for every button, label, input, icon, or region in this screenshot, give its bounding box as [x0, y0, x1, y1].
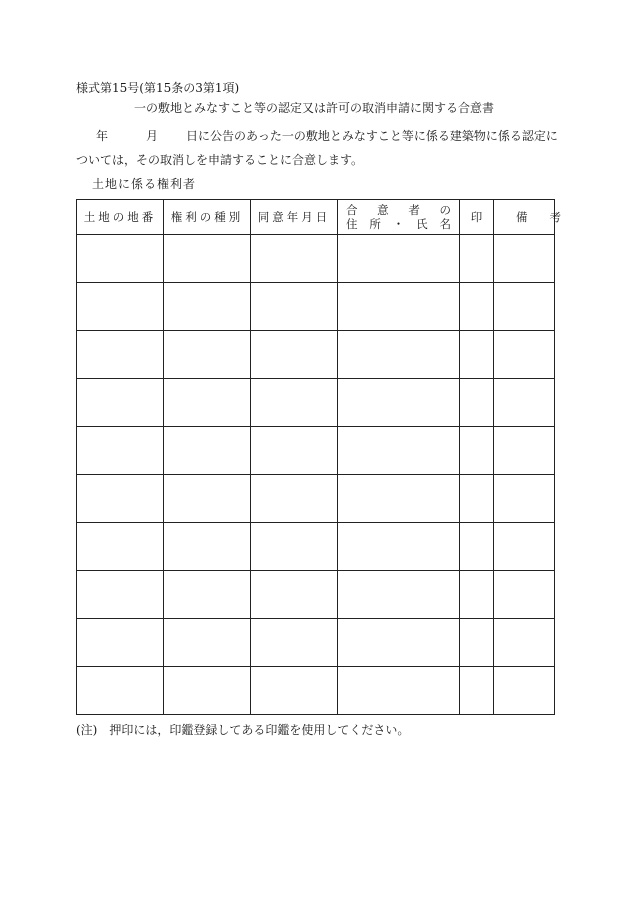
- seal-cell[interactable]: [460, 475, 494, 523]
- lot-number-cell[interactable]: [77, 667, 164, 715]
- consent-date-cell[interactable]: [251, 379, 338, 427]
- remarks-cell[interactable]: [494, 619, 555, 667]
- lot-number-cell[interactable]: [77, 427, 164, 475]
- remarks-cell[interactable]: [494, 523, 555, 571]
- remarks-cell[interactable]: [494, 571, 555, 619]
- lot-number-cell[interactable]: [77, 379, 164, 427]
- consent-date-cell[interactable]: [251, 475, 338, 523]
- lot-number-cell[interactable]: [77, 571, 164, 619]
- table-row: [77, 475, 555, 523]
- seal-cell[interactable]: [460, 523, 494, 571]
- column-header-consenter-line-1: 合 意 者 の: [346, 203, 451, 217]
- remarks-cell[interactable]: [494, 379, 555, 427]
- column-header-lot-number: 土地の地番: [77, 200, 164, 235]
- table-row: [77, 235, 555, 283]
- seal-cell[interactable]: [460, 283, 494, 331]
- column-header-right-type: 権利の種別: [164, 200, 251, 235]
- consenter-address-name-cell[interactable]: [338, 619, 460, 667]
- remarks-cell[interactable]: [494, 331, 555, 379]
- right-type-cell[interactable]: [164, 523, 251, 571]
- lot-number-cell[interactable]: [77, 331, 164, 379]
- table-row: [77, 427, 555, 475]
- column-header-consent-date: 同意年月日: [251, 200, 338, 235]
- year-label: 年: [96, 129, 109, 143]
- consent-date-cell[interactable]: [251, 331, 338, 379]
- remarks-cell[interactable]: [494, 235, 555, 283]
- seal-cell[interactable]: [460, 331, 494, 379]
- column-header-seal: 印: [460, 200, 494, 235]
- consent-statement-line-2: ついては，その取消しを申請することに合意します。: [76, 153, 364, 167]
- seal-cell[interactable]: [460, 667, 494, 715]
- consent-date-cell[interactable]: [251, 619, 338, 667]
- remarks-cell[interactable]: [494, 283, 555, 331]
- footnote: (注) 押印には，印鑑登録してある印鑑を使用してください。: [76, 723, 410, 737]
- document-title: 一の敷地とみなすこと等の認定又は許可の取消申請に関する合意書: [134, 101, 495, 115]
- consent-date-cell[interactable]: [251, 427, 338, 475]
- consent-date-cell[interactable]: [251, 667, 338, 715]
- consenter-address-name-cell[interactable]: [338, 571, 460, 619]
- right-type-cell[interactable]: [164, 379, 251, 427]
- seal-cell[interactable]: [460, 427, 494, 475]
- table-row: [77, 667, 555, 715]
- right-type-cell[interactable]: [164, 283, 251, 331]
- consenter-address-name-cell[interactable]: [338, 427, 460, 475]
- table-row: [77, 283, 555, 331]
- table-row: [77, 523, 555, 571]
- right-type-cell[interactable]: [164, 619, 251, 667]
- table-row: [77, 379, 555, 427]
- table-row: [77, 571, 555, 619]
- seal-cell[interactable]: [460, 571, 494, 619]
- right-type-cell[interactable]: [164, 475, 251, 523]
- table-header-row: [77, 200, 555, 235]
- consenter-address-name-cell[interactable]: [338, 523, 460, 571]
- remarks-cell[interactable]: [494, 475, 555, 523]
- seal-cell[interactable]: [460, 235, 494, 283]
- right-type-cell[interactable]: [164, 667, 251, 715]
- seal-cell[interactable]: [460, 619, 494, 667]
- form-number: 様式第15号(第15条の3第1項): [76, 81, 240, 95]
- remarks-cell[interactable]: [494, 427, 555, 475]
- column-header-consenter-line-2: 住所・氏名: [346, 217, 451, 231]
- consenter-address-name-cell[interactable]: [338, 283, 460, 331]
- table-row: [77, 331, 555, 379]
- right-type-cell[interactable]: [164, 427, 251, 475]
- consenter-address-name-cell[interactable]: [338, 667, 460, 715]
- column-header-remarks: 備考: [494, 200, 555, 235]
- lot-number-cell[interactable]: [77, 523, 164, 571]
- remarks-cell[interactable]: [494, 667, 555, 715]
- statement-text: 日に公告のあった一の敷地とみなすこと等に係る建築物に係る認定に: [186, 129, 558, 143]
- consenter-address-name-cell[interactable]: [338, 235, 460, 283]
- table-row: [77, 619, 555, 667]
- consent-date-cell[interactable]: [251, 571, 338, 619]
- rights-holders-table: [76, 199, 583, 715]
- column-header-consenter-address-name: [338, 200, 460, 235]
- seal-cell[interactable]: [460, 379, 494, 427]
- right-type-cell[interactable]: [164, 571, 251, 619]
- month-label: 月: [146, 129, 159, 143]
- lot-number-cell[interactable]: [77, 475, 164, 523]
- lot-number-cell[interactable]: [77, 283, 164, 331]
- lot-number-cell[interactable]: [77, 619, 164, 667]
- consenter-address-name-cell[interactable]: [338, 379, 460, 427]
- consenter-address-name-cell[interactable]: [338, 475, 460, 523]
- consent-date-cell[interactable]: [251, 235, 338, 283]
- right-type-cell[interactable]: [164, 235, 251, 283]
- consenter-address-name-cell[interactable]: [338, 331, 460, 379]
- lot-number-cell[interactable]: [77, 235, 164, 283]
- consent-date-cell[interactable]: [251, 283, 338, 331]
- right-type-cell[interactable]: [164, 331, 251, 379]
- section-label: 土地に係る権利者: [92, 177, 197, 191]
- consent-date-cell[interactable]: [251, 523, 338, 571]
